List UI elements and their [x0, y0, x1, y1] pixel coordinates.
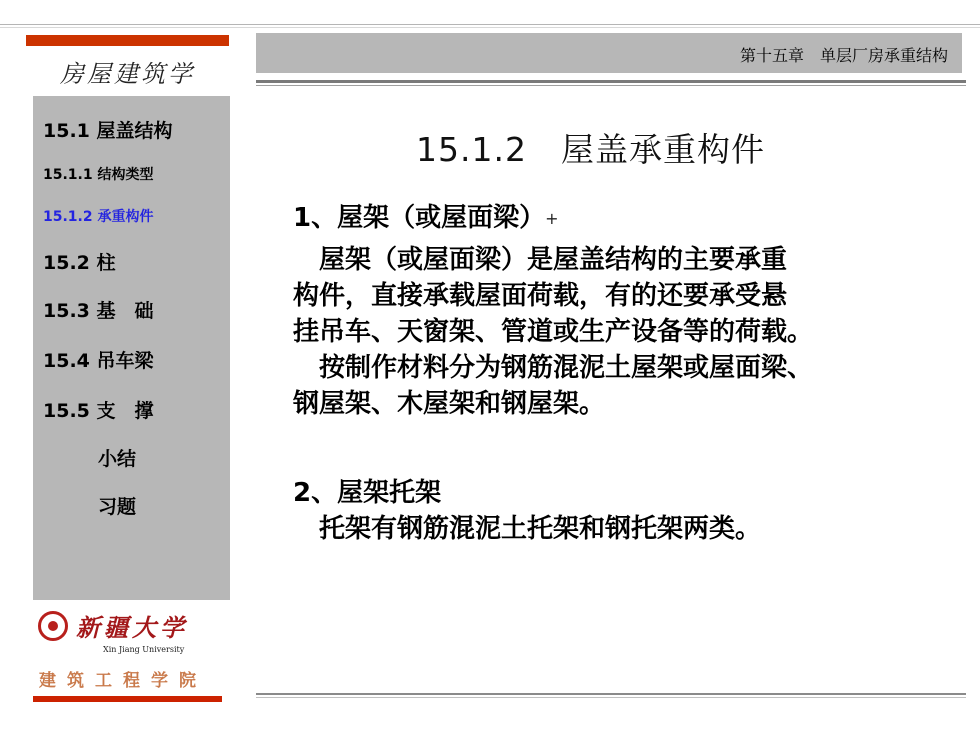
section1-line-5: 钢屋架、木屋架和钢屋架。	[293, 389, 606, 419]
header-divider	[256, 80, 966, 83]
sidebar-item-15-4[interactable]: 15.4 吊车梁	[43, 350, 154, 372]
college-name: 建筑工程学院	[39, 671, 207, 691]
header-bar	[256, 33, 962, 73]
cursor-icon: +	[545, 209, 559, 228]
sidebar-item-15-1[interactable]: 15.1 屋盖结构	[43, 120, 173, 142]
top-rule	[0, 24, 980, 25]
chapter-title: 第十五章 单层厂房承重结构	[739, 46, 948, 65]
sidebar-item-15-2[interactable]: 15.2 柱	[43, 252, 116, 274]
section1-heading-row	[293, 200, 559, 237]
section1-line-3: 挂吊车、天窗架、管道或生产设备等的荷载。	[293, 317, 814, 347]
university-logo	[33, 608, 230, 654]
sidebar-bottom-accent	[33, 696, 222, 702]
section1-line-4: 按制作材料分为钢筋混泥土屋架或屋面梁、	[293, 353, 814, 383]
sidebar-course-title: 房屋建筑学	[60, 60, 195, 88]
sidebar-item-summary[interactable]: 小结	[98, 448, 137, 470]
section2-heading: 2、屋架托架	[293, 478, 442, 508]
footer-divider	[256, 693, 966, 695]
sidebar-top-accent	[26, 35, 229, 46]
section2-line-1: 托架有钢筋混泥土托架和钢托架两类。	[293, 514, 762, 544]
slide-title: 15.1.2 屋盖承重构件	[416, 130, 765, 169]
footer-divider-secondary	[256, 697, 966, 698]
university-seal-icon	[38, 611, 68, 641]
sidebar-item-15-1-1[interactable]: 15.1.1 结构类型	[43, 167, 154, 183]
section1-heading: 1、屋架（或屋面梁）	[293, 203, 546, 233]
header-divider-secondary	[256, 85, 966, 86]
sidebar-item-15-3[interactable]: 15.3 基 础	[43, 300, 154, 322]
section1-line-2: 构件，直接承载屋面荷载，有的还要承受悬	[293, 281, 788, 311]
university-english-name: Xin Jiang University	[103, 645, 185, 654]
sidebar-item-15-1-2[interactable]: 15.1.2 承重构件	[43, 209, 154, 225]
sidebar-item-exercises[interactable]: 习题	[98, 496, 137, 518]
sidebar-title-box	[26, 46, 229, 96]
university-name: 新疆大学	[76, 613, 188, 642]
top-rule-secondary	[0, 27, 980, 28]
section1-line-1: 屋架（或屋面梁）是屋盖结构的主要承重	[293, 245, 788, 275]
university-logo-area	[33, 600, 230, 696]
sidebar-item-15-5[interactable]: 15.5 支 撑	[43, 400, 154, 422]
sidebar-nav	[33, 96, 230, 600]
